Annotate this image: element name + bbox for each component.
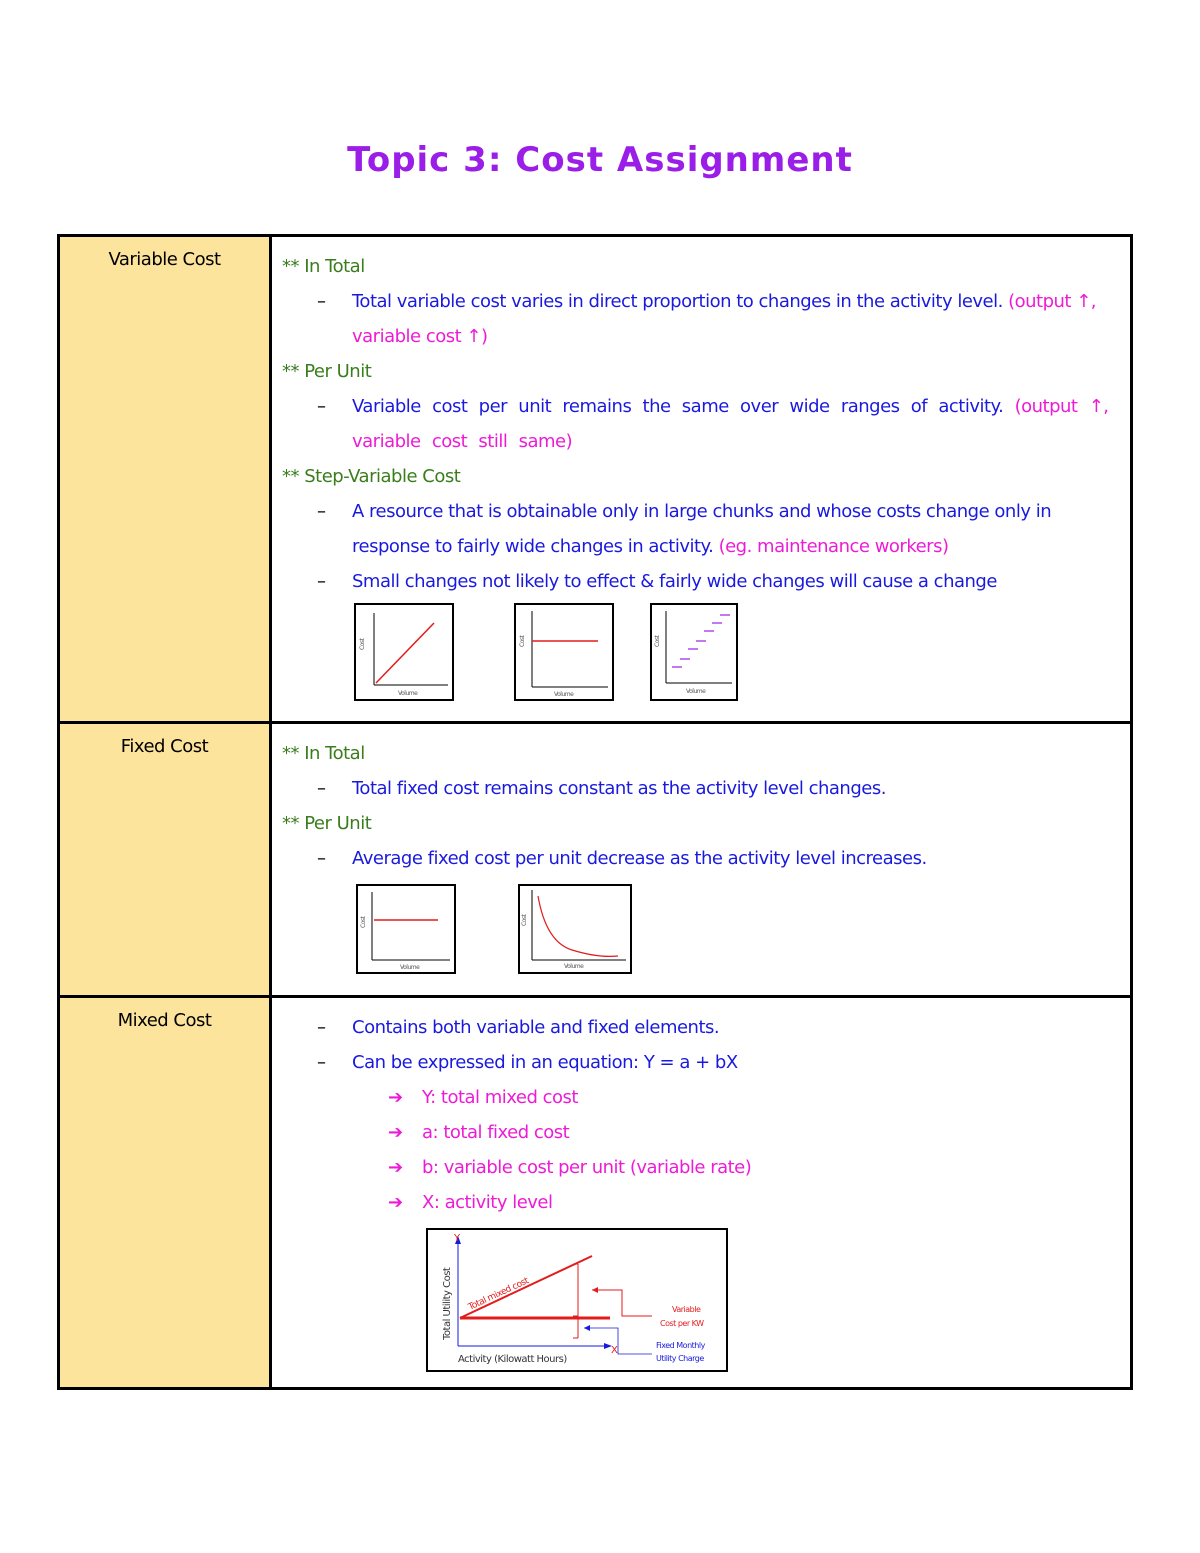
graph-y-label: Cost	[519, 635, 526, 647]
variable-cost-label: Cost per KW	[660, 1319, 704, 1328]
variable-cost-content	[271, 236, 1132, 723]
graph-x-label: Activity (Kilowatt Hours)	[458, 1354, 567, 1365]
graph-y-axis-letter: Y	[454, 1233, 460, 1244]
dash-marker: –	[317, 778, 326, 799]
definition-y: ➔ Y: total mixed cost	[282, 1080, 1120, 1115]
graph-y-label: Cost	[521, 914, 528, 926]
fixed-cost-row	[59, 723, 1132, 997]
list-item: – Small changes not likely to effect & fairly wide changes will cause a change	[282, 564, 1120, 599]
list-item: – Total variable cost varies in direct proportion to changes in the activity level. (output ↑, variable cost ↑)	[282, 284, 1120, 354]
arrow-right-icon: ➔	[388, 1122, 403, 1143]
variable-cost-label: Variable Cost	[59, 236, 271, 723]
per-unit-heading: ** Per Unit	[282, 361, 372, 382]
cost-table	[57, 234, 1133, 1390]
step-variable-cost-graph	[650, 603, 738, 701]
total-fixed-cost-graph	[356, 884, 456, 974]
graph-x-label: Volume	[686, 688, 706, 695]
dash-marker: –	[317, 1052, 326, 1073]
in-total-heading: ** In Total	[282, 256, 365, 277]
fixed-cost-content	[271, 723, 1132, 997]
fixed-charge-label: Fixed Monthly	[656, 1341, 705, 1350]
page-title: Topic 3: Cost Assignment	[347, 140, 853, 180]
graph-y-label: Total Utility Cost	[442, 1267, 453, 1340]
graph-y-label: Cost	[654, 635, 661, 647]
fixed-cost-label: Fixed Cost	[59, 723, 271, 997]
step-variable-heading: ** Step-Variable Cost	[282, 466, 461, 487]
per-unit-heading: ** Per Unit	[282, 813, 372, 834]
graph-x-axis-letter: X	[611, 1345, 618, 1356]
list-item: – Average fixed cost per unit decrease as the activity level increases.	[282, 841, 1120, 876]
dash-marker: –	[317, 848, 326, 869]
list-item: – Total fixed cost remains constant as the activity level changes.	[282, 771, 1120, 806]
list-item: – Variable cost per unit remains the same over wide ranges of activity. (output ↑, variable cost still same)	[282, 389, 1120, 459]
dash-marker: –	[317, 1017, 326, 1038]
unit-fixed-cost-graph	[518, 884, 632, 974]
list-item: – Can be expressed in an equation: Y = a + bX	[282, 1045, 1120, 1080]
arrow-right-icon: ➔	[388, 1157, 403, 1178]
variable-cost-row	[59, 236, 1132, 723]
graph-x-label: Volume	[564, 963, 584, 970]
mixed-cost-label: Mixed Cost	[59, 997, 271, 1389]
mixed-cost-graph	[426, 1228, 728, 1372]
mixed-cost-content	[271, 997, 1132, 1389]
fixed-charge-label: Utility Charge	[656, 1354, 704, 1363]
list-item: – Contains both variable and fixed elements.	[282, 1010, 1120, 1045]
graph-x-label: Volume	[554, 691, 574, 698]
variable-cost-label: Variable	[672, 1305, 701, 1314]
definition-b: ➔ b: variable cost per unit (variable rate)	[282, 1150, 1120, 1185]
in-total-heading: ** In Total	[282, 743, 365, 764]
list-item: – A resource that is obtainable only in large chunks and whose costs change only in response to fairly wide changes in activity. (eg. maintenance workers)	[282, 494, 1120, 564]
unit-variable-cost-graph	[514, 603, 614, 701]
arrow-right-icon: ➔	[388, 1087, 403, 1108]
graph-line-label: Total mixed cost	[467, 1276, 531, 1313]
graph-y-label: Cost	[359, 638, 366, 650]
definition-x: ➔ X: activity level	[282, 1185, 1120, 1220]
dash-marker: –	[317, 396, 326, 417]
dash-marker: –	[317, 571, 326, 592]
arrow-right-icon: ➔	[388, 1192, 403, 1213]
dash-marker: –	[317, 501, 326, 522]
graph-y-label: Cost	[360, 916, 367, 928]
graph-x-label: Volume	[400, 964, 420, 971]
graph-x-label: Volume	[398, 690, 418, 697]
fixed-cost-graphs	[282, 880, 1120, 976]
definition-a: ➔ a: total fixed cost	[282, 1115, 1120, 1150]
dash-marker: –	[317, 291, 326, 312]
variable-cost-graphs	[282, 603, 1120, 713]
total-variable-cost-graph	[354, 603, 454, 701]
mixed-cost-graph-area	[282, 1226, 1120, 1376]
mixed-cost-row	[59, 997, 1132, 1389]
